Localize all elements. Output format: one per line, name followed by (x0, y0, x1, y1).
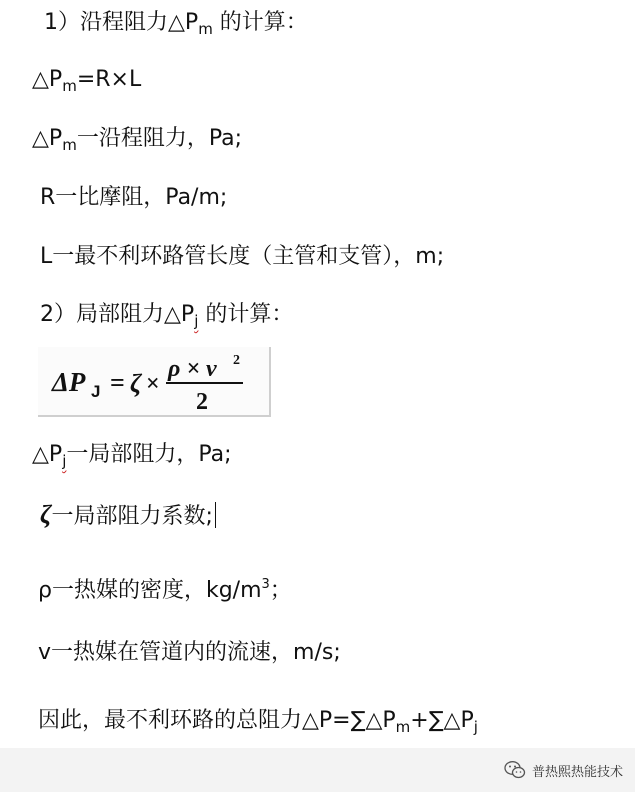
wechat-icon (504, 760, 526, 780)
formula-zeta: ζ (130, 369, 142, 398)
formula-numerator: ρ × v (168, 356, 217, 382)
definition-zeta: ζ一局部阻力系数; (40, 500, 216, 532)
definition-delta-pj: $\triangle P_j$一局部阻力，Pa; (32, 442, 232, 470)
formula-friction: $\triangle P_m=R\times L$ (32, 67, 142, 95)
heading-friction-resistance: 1）沿程阻力$\triangle P_m$ 的计算： (44, 10, 308, 38)
heading-local-resistance: 2）局部阻力$\triangle P_j$ 的计算： (40, 302, 294, 330)
svg-text:ΔP (51, 367, 86, 397)
definition-delta-pm: $\triangle P_m$一沿程阻力，Pa; (32, 126, 242, 154)
zeta-symbol: ζ (40, 500, 52, 529)
formula-lhs: ΔP (52, 367, 86, 397)
account-name: 普热熙热能技术 (531, 764, 623, 780)
formula-times: × (146, 371, 160, 397)
formula-lhs-sub: J (91, 382, 101, 401)
total-resistance: 因此，最不利环路的总阻力$\triangle P=\sum\triangle P_m+\sum\triangle P_j$ (38, 708, 478, 736)
local-resistance-formula (38, 347, 271, 417)
text-cursor (215, 502, 216, 528)
definition-r: R一比摩阻，Pa/m; (40, 185, 228, 210)
formula-eq: = (110, 368, 125, 397)
footer-watermark (0, 748, 635, 792)
definition-rho: ρ一热媒的密度，$kg/m^3$； (38, 577, 292, 603)
wechat-badge (504, 759, 623, 781)
formula-denominator: 2 (196, 389, 208, 415)
formula-graphic (38, 347, 269, 415)
definition-v: v一热媒在管道内的流速，m/s; (38, 640, 341, 665)
formula-numerator-sup: 2 (233, 353, 240, 368)
definition-l: L一最不利环路管长度（主管和支管），m; (40, 244, 445, 269)
